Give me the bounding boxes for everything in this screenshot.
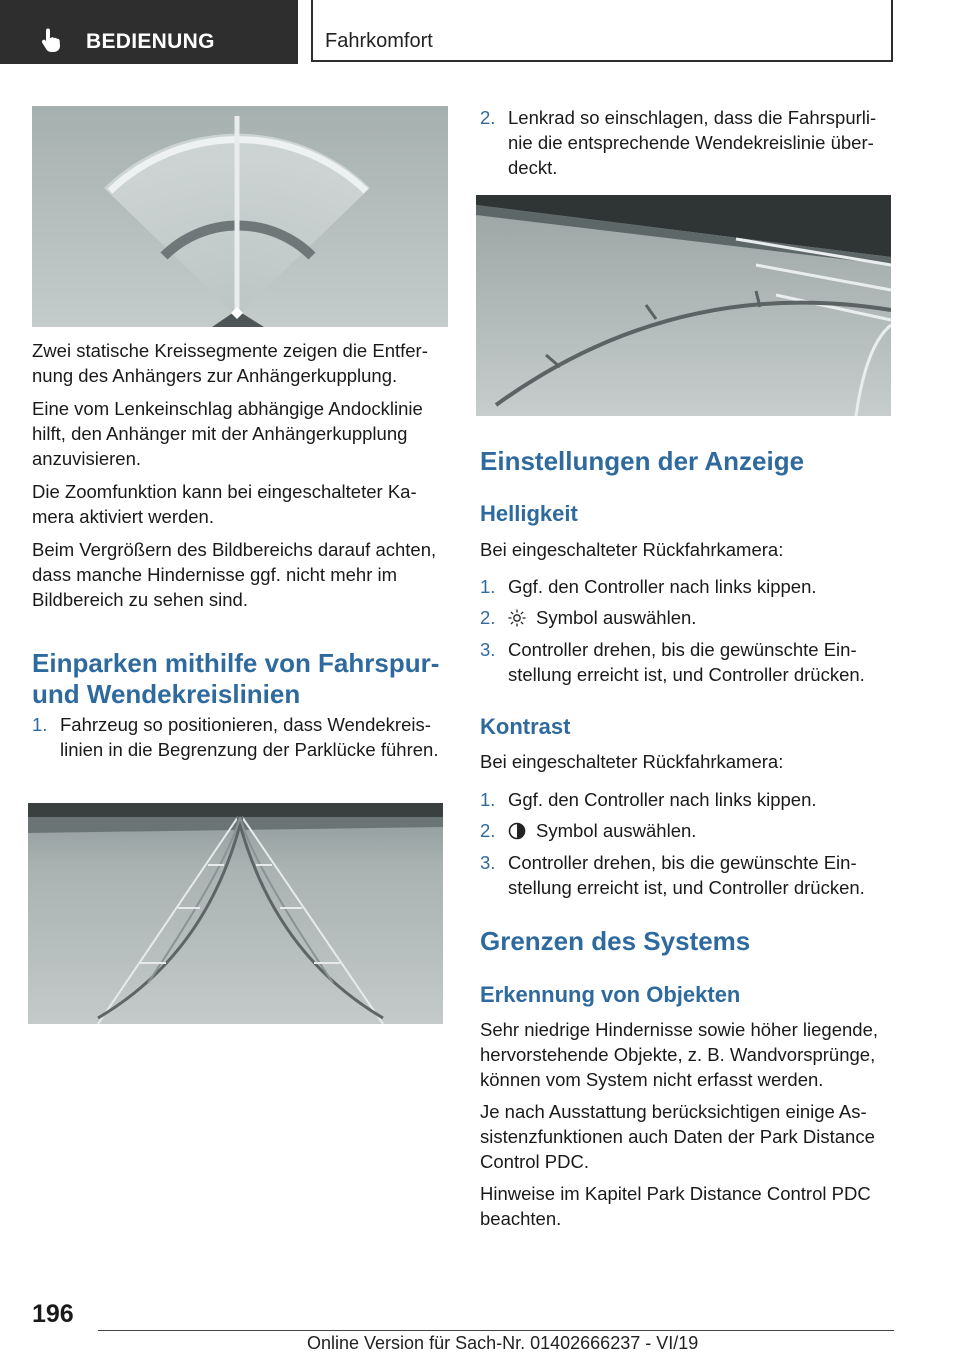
parking-lines-image [28,803,443,1024]
paragraph: Hinweise im Kapitel Park Distance Control PDC beachten. [480,1183,871,1229]
paragraph: Je nach Ausstattung berücksichtigen einige Assistenzfunktionen auch Daten der Park Distance Control PDC. [480,1101,875,1172]
paragraph: Zwei statische Kreissegmente zeigen die Entfernung des Anhängers zur Anhängerkupplung. [32,340,428,386]
section-tab [0,0,298,64]
contrast-icon [508,822,526,840]
chapter-tab [311,0,893,62]
paragraph: Die Zoomfunktion kann bei eingeschalteter Kamera aktiviert werden. [32,481,417,527]
paragraph: Beim Vergrößern des Bildbereichs darauf achten, dass manche Hindernisse ggf. nicht mehr im Bildbereich zu sehen sind. [32,539,437,610]
section-heading: Grenzen des Systems [480,926,751,956]
chapter-label: Fahrkomfort [325,30,433,52]
subsection-heading: Kontrast [480,714,571,739]
trailer-camera-image [32,106,448,327]
sun-icon [508,609,526,627]
paragraph: Bei eingeschalteter Rückfahrkamera: [480,751,784,772]
hand-pointer-icon [40,27,64,53]
paragraph: Sehr niedrige Hindernisse sowie höher liegende, hervorstehende Objekte, z. B. Wandvorsprünge, können vom System nicht erfasst werden. [480,1019,878,1090]
page-number: 196 [32,1300,74,1328]
subsection-heading: Helligkeit [480,501,578,526]
turning-circle-image [476,195,891,416]
subsection-heading: Erkennung von Objekten [480,982,741,1007]
section-heading: Einparken mithilfe von Fahrspur- und Wendekreislinien [32,648,440,709]
paragraph: Eine vom Lenkeinschlag abhängige Andocklinie hilft, den Anhänger mit der Anhängerkupplung anzuvisieren. [32,398,423,469]
paragraph: Bei eingeschalteter Rückfahrkamera: [480,539,784,560]
section-heading: Einstellungen der Anzeige [480,446,805,476]
footer-divider [98,1330,894,1331]
online-version-note: Online Version für Sach-Nr. 01402666237 - VI/19 [307,1333,699,1353]
section-label: BEDIENUNG [86,30,215,53]
